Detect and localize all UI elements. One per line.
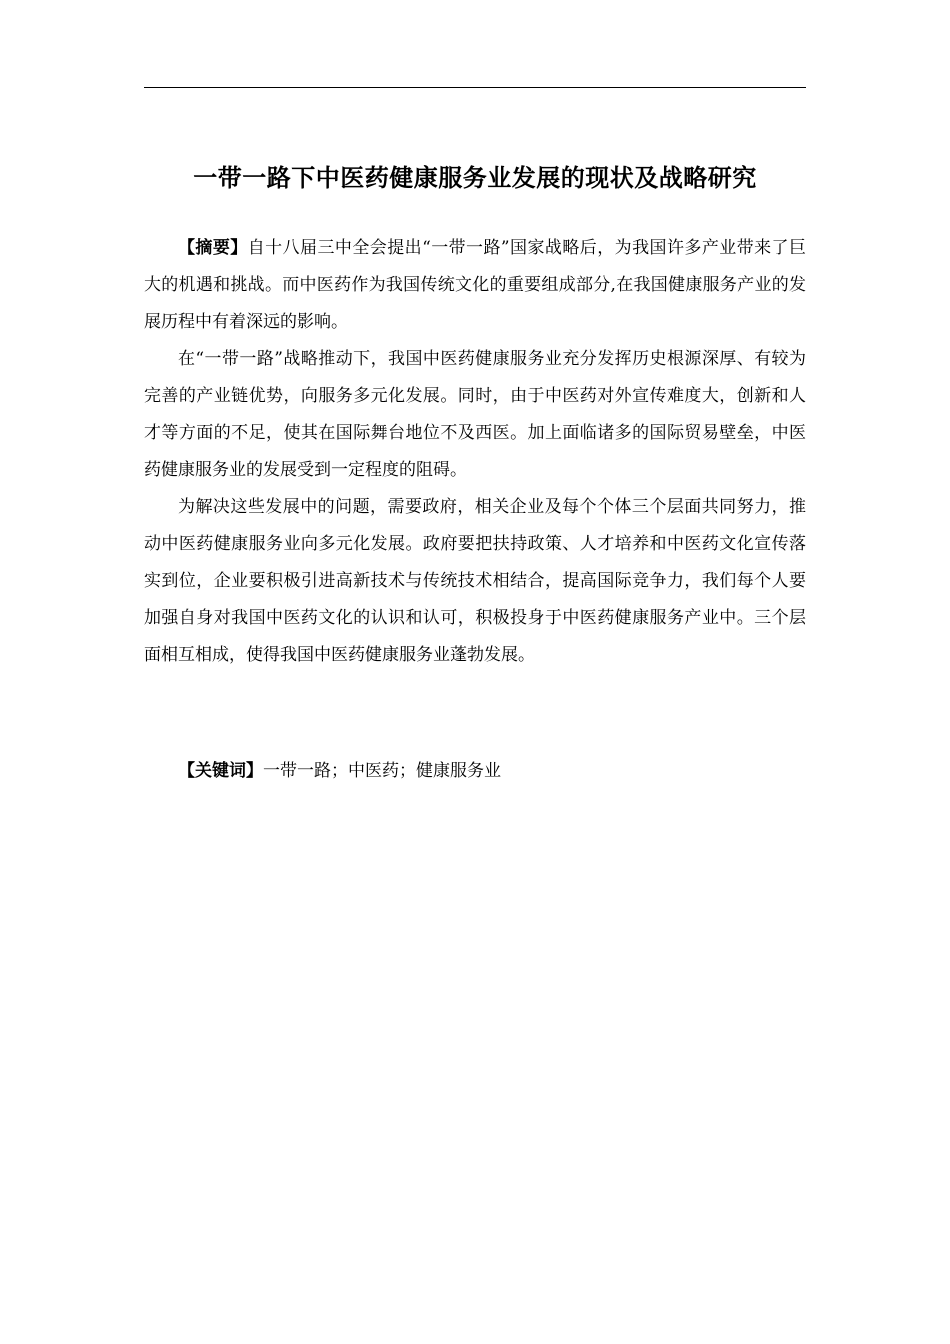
header-rule	[144, 87, 806, 88]
abstract-paragraph-3: 为解决这些发展中的问题，需要政府，相关企业及每个个体三个层面共同努力，推动中医药健康服务业向多元化发展。政府要把扶持政策、人才培养和中医药文化宣传落实到位，企业要积极引进高新技术与传统技术相结合，提高国际竞争力，我们每个人要加强自身对我国中医药文化的认识和认可，积极投身于中医药健康服务产业中。三个层面相互相成，使得我国中医药健康服务业蓬勃发展。	[144, 497, 806, 665]
abstract-paragraph-2: 在“一带一路”战略推动下，我国中医药健康服务业充分发挥历史根源深厚、有较为完善的产业链优势，向服务多元化发展。同时，由于中医药对外宣传难度大，创新和人才等方面的不足，使其在国际舞台地位不及西医。加上面临诸多的国际贸易壁垒，中医药健康服务业的发展受到一定程度的阻碍。	[144, 349, 806, 480]
abstract-paragraph-1-text: 自十八届三中全会提出“一带一路”国家战略后，为我国许多产业带来了巨大的机遇和挑战。而中医药作为我国传统文化的重要组成部分,在我国健康服务产业的发展历程中有着深远的影响。	[144, 238, 806, 332]
keywords-text: 一带一路；中医药；健康服务业	[263, 761, 501, 781]
keywords-line	[144, 753, 806, 790]
abstract-section	[144, 230, 806, 674]
abstract-label: 【摘要】	[178, 238, 248, 258]
keywords-label: 【关键词】	[178, 761, 263, 781]
document-title: 一带一路下中医药健康服务业发展的现状及战略研究	[193, 164, 757, 192]
abstract-paragraph-1	[144, 230, 806, 341]
